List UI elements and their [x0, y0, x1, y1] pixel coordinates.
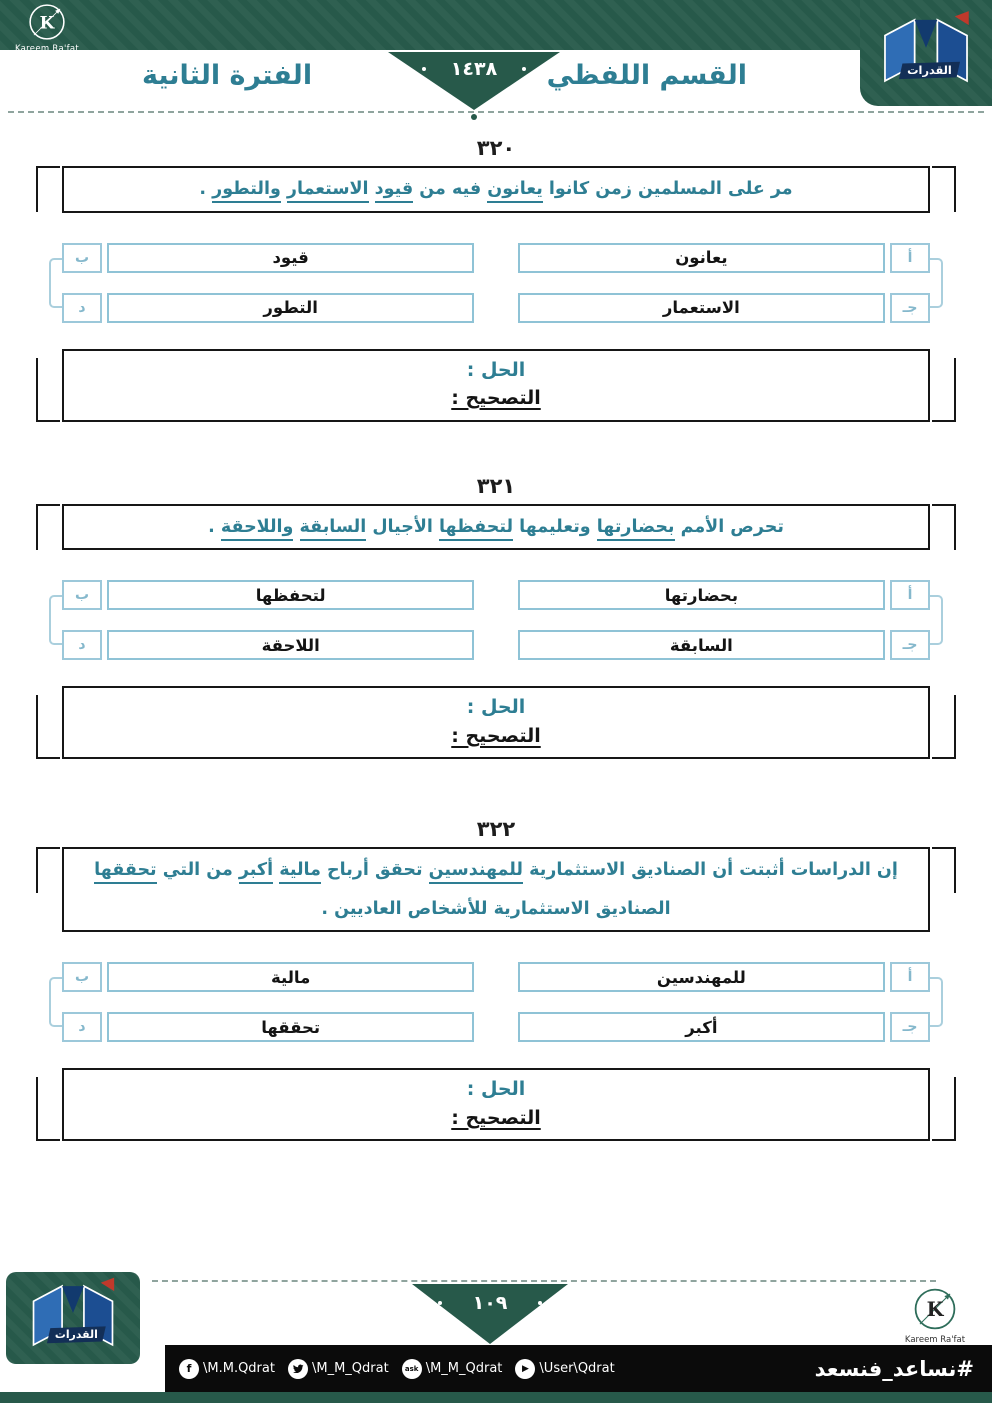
correction-label: التصحيح :: [451, 1106, 541, 1129]
options-row-1: [62, 243, 930, 273]
questions-area: [0, 118, 992, 1141]
option-box-b[interactable]: لتحفظها: [107, 580, 474, 610]
solution-label: الحل :: [466, 696, 526, 718]
svg-text:K: K: [926, 1298, 944, 1322]
option-a: [518, 962, 930, 992]
option-box-d[interactable]: تحققها: [107, 1012, 474, 1042]
options-grid: [62, 962, 930, 1042]
option-box-c[interactable]: السابقة: [518, 630, 885, 660]
hashtag: #نساعد_فنسعد: [814, 1356, 974, 1381]
corner-bracket-top-right: [932, 166, 956, 212]
solution-box[interactable]: [62, 686, 930, 759]
option-c: [518, 1012, 930, 1042]
youtube-handle: \User\Qdrat: [539, 1361, 615, 1376]
social-facebook[interactable]: [179, 1359, 275, 1379]
footer-dashed-separator: [152, 1280, 936, 1282]
section-title: القسم اللفظي: [546, 60, 747, 91]
sentence-box: [62, 847, 930, 932]
option-letter-a: أ: [890, 243, 930, 273]
option-c: [518, 293, 930, 323]
options-row-1: [62, 580, 930, 610]
question-320: [0, 136, 992, 422]
option-b: [62, 962, 474, 992]
options-grid: [62, 243, 930, 323]
twitter-icon: [288, 1359, 308, 1379]
sentence-box: [62, 166, 930, 213]
options-row-1: [62, 962, 930, 992]
option-b: [62, 243, 474, 273]
option-d: [62, 293, 474, 323]
social-bar: [165, 1345, 992, 1392]
kareem-brand-bottom: [896, 1286, 974, 1345]
option-b: [62, 580, 474, 610]
ask-handle: \M_M_Qdrat: [425, 1361, 503, 1376]
sentence-box: [62, 504, 930, 551]
footer-green-strip: [0, 1392, 992, 1403]
question-number: ٣٢٠: [476, 136, 516, 160]
option-box-c[interactable]: أكبر: [518, 1012, 885, 1042]
option-letter-c: جـ: [890, 293, 930, 323]
twitter-handle: \M_M_Qdrat: [311, 1361, 389, 1376]
social-twitter[interactable]: [288, 1359, 389, 1379]
qudrat-logo-bottom: [6, 1272, 140, 1364]
option-a: [518, 580, 930, 610]
corner-bracket-top-left: [36, 847, 60, 893]
correction-label: التصحيح :: [451, 387, 541, 409]
kareem-brand-name: Kareem Ra'fat: [904, 1335, 966, 1345]
option-letter-b: ب: [62, 580, 102, 610]
question-sentence: إن الدراسات أثبتت أن الصناديق الاستثمارية للمهندسين تحقق أرباح مالية أكبر من التي تحققها الصناديق الاستثمارية للأشخاص العاديين .: [94, 860, 898, 919]
option-box-b[interactable]: مالية: [107, 962, 474, 992]
header-dashed-separator: [8, 111, 984, 113]
option-box-c[interactable]: الاستعمار: [518, 293, 885, 323]
options-row-2: [62, 630, 930, 660]
corner-bracket-top-right: [932, 504, 956, 550]
header-green-band: [0, 0, 992, 50]
social-list: [179, 1359, 615, 1379]
option-letter-a: أ: [890, 962, 930, 992]
corner-bracket-top-left: [36, 504, 60, 550]
kareem-brand: [12, 2, 82, 54]
solution-label: الحل :: [466, 358, 526, 381]
kareem-brand-name: Kareem Ra'fat: [14, 44, 80, 54]
svg-text:القدرات: القدرات: [907, 62, 952, 77]
corner-bracket-bottom-right: [932, 358, 956, 422]
question-number: ٣٢١: [476, 473, 516, 498]
solution-box[interactable]: [62, 349, 930, 422]
corner-bracket-bottom-left: [36, 695, 60, 759]
qudrat-logo-icon: [878, 9, 974, 97]
solution-label: الحل :: [466, 1078, 526, 1100]
option-box-d[interactable]: اللاحقة: [107, 630, 474, 660]
page-number: ١٠٩: [412, 1292, 568, 1314]
solution-box[interactable]: [62, 1068, 930, 1141]
svg-text:K: K: [39, 12, 55, 33]
ask-icon: ask: [402, 1359, 422, 1379]
facebook-handle: \M.M.Qdrat: [203, 1361, 275, 1376]
question-body: [62, 166, 930, 422]
corner-bracket-bottom-left: [36, 358, 60, 422]
svg-text:القدرات: القدرات: [54, 1328, 98, 1342]
corner-bracket-top-right: [932, 847, 956, 893]
option-c: [518, 630, 930, 660]
question-322: [0, 817, 992, 1141]
question-body: [62, 504, 930, 760]
k-logo-icon: [912, 1286, 958, 1332]
page-header: [0, 0, 992, 118]
option-box-d[interactable]: التطور: [107, 293, 474, 323]
options-row-2: [62, 293, 930, 323]
options-grid: [62, 580, 930, 660]
option-letter-d: د: [62, 293, 102, 323]
corner-bracket-bottom-left: [36, 1077, 60, 1141]
question-sentence: مر على المسلمين زمن كانوا يعانون فيه من قيود الاستعمار والتطور .: [199, 170, 792, 209]
option-a: [518, 243, 930, 273]
question-321: [0, 474, 992, 760]
options-row-2: [62, 1012, 930, 1042]
option-d: [62, 630, 474, 660]
option-box-a[interactable]: يعانون: [518, 243, 885, 273]
period-title: الفترة الثانية: [142, 60, 313, 91]
corner-bracket-bottom-right: [932, 1077, 956, 1141]
option-letter-c: جـ: [890, 1012, 930, 1042]
option-letter-b: ب: [62, 962, 102, 992]
option-box-a[interactable]: بحضارتها: [518, 580, 885, 610]
page-footer: [0, 1270, 992, 1403]
correction-label: التصحيح :: [451, 724, 541, 747]
corner-bracket-top-left: [36, 166, 60, 212]
option-letter-a: أ: [890, 580, 930, 610]
youtube-icon: ▶: [515, 1359, 535, 1379]
option-letter-d: د: [62, 630, 102, 660]
social-ask[interactable]: [402, 1359, 503, 1379]
question-body: [62, 847, 930, 1141]
question-number: ٣٢٢: [476, 817, 516, 841]
facebook-icon: f: [179, 1359, 199, 1379]
option-letter-d: د: [62, 1012, 102, 1042]
question-sentence: تحرص الأمم بحضارتها وتعليمها لتحفظها الأجيال السابقة واللاحقة .: [208, 508, 784, 547]
option-box-b[interactable]: قيود: [107, 243, 474, 273]
qudrat-logo-icon: [23, 1276, 123, 1360]
k-logo-icon: [27, 2, 67, 42]
year-label: ١٤٣٨: [388, 58, 560, 80]
qudrat-logo: [860, 0, 992, 106]
corner-bracket-bottom-right: [932, 695, 956, 759]
option-d: [62, 1012, 474, 1042]
social-youtube[interactable]: [515, 1359, 614, 1379]
option-letter-b: ب: [62, 243, 102, 273]
option-letter-c: جـ: [890, 630, 930, 660]
option-box-a[interactable]: للمهندسين: [518, 962, 885, 992]
